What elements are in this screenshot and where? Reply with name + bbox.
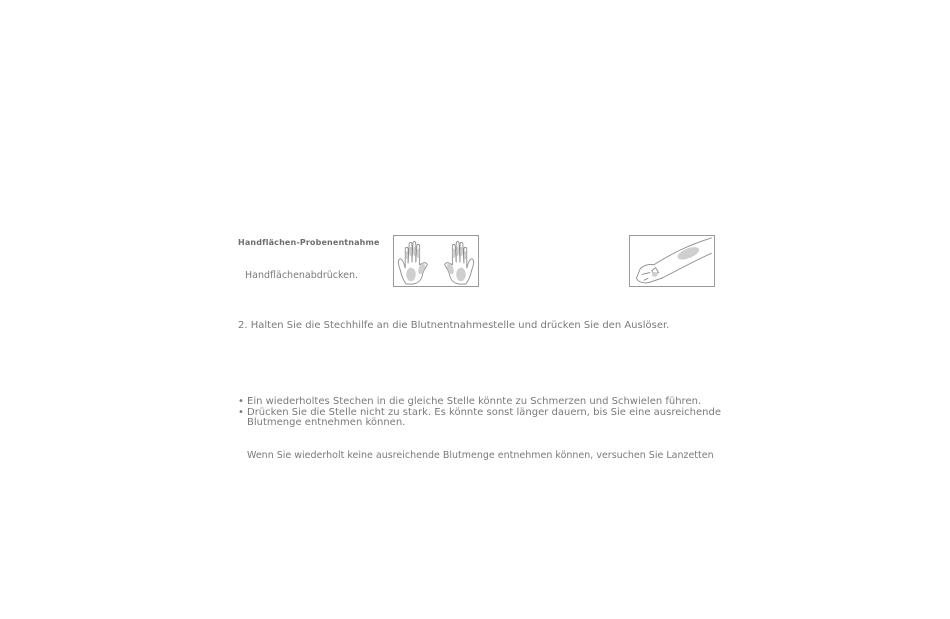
palm-sampling-illustration: [393, 235, 479, 287]
bullet-text: Drücken Sie die Stelle nicht zu stark. Es könnte sonst länger dauern, bis Sie eine ausreichende Blutmenge entnehmen können.: [247, 406, 721, 428]
section-subtext: Handflächenabdrücken.: [245, 270, 359, 281]
arm-icon: [630, 236, 714, 286]
bullet-text: Ein wiederholtes Stechen in die gleiche Stelle könnte zu Schmerzen und Schwielen führen.: [247, 396, 702, 407]
bullet-marker: •: [238, 406, 244, 418]
bullet-marker: •: [238, 396, 244, 407]
hands-icon: [394, 236, 478, 286]
section-heading: Handflächen-Probenentnahme: [238, 238, 380, 247]
tip-note: Wenn Sie wiederholt keine ausreichende Blutmenge entnehmen können, versuchen Sie Lanzetten: [247, 450, 714, 461]
list-item: [238, 408, 738, 429]
step-2-instruction: 2. Halten Sie die Stechhilfe an die Blutnentnahmestelle und drücken Sie den Auslöser.: [238, 320, 670, 331]
forearm-lancing-illustration: [629, 235, 715, 287]
warning-list: [238, 397, 738, 429]
